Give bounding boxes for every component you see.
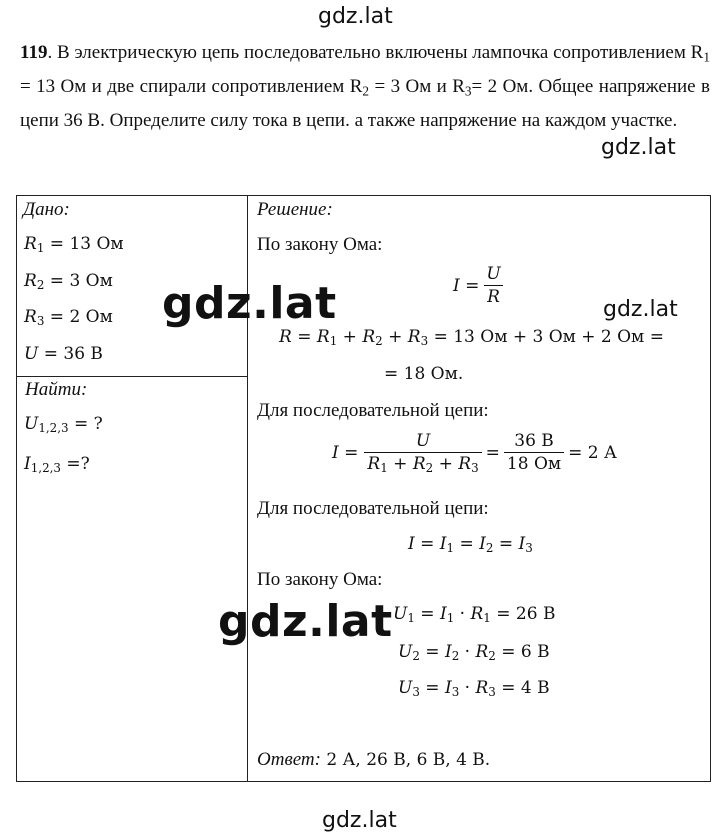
series-label-2: Для последовательной цепи: [257, 498, 489, 519]
resistance-sum: $R = R_1 + R_2 + R_3 = 13$ Ом + 3 Ом + 2 Ом = [279, 327, 664, 348]
given-r3: $R_3 = 2$ Ом [24, 307, 113, 328]
watermark-big-2: gdz.lat [218, 596, 393, 647]
given-u: U = 36 В [24, 344, 103, 364]
current-formula: I = $\frac{U}{R_1 + R_2 + R_3}$ = $\frac{36 В}{18 Ом}$ = 2 А [332, 431, 617, 475]
problem-number: 119 [20, 42, 48, 63]
find-title: Найти: [25, 379, 88, 400]
watermark-bottom: gdz.lat [322, 808, 397, 833]
given-r2: $R_2 = 3$ Ом [24, 271, 113, 292]
ohm-law-label-2: По закону Ома: [257, 569, 383, 590]
voltage-u1: $U_1 = I_1 \cdot R_1 = 26$ В [393, 604, 556, 625]
formula-ohm: I = $\frac{U}{R}$ [453, 264, 504, 307]
resistance-result: = 18 Ом. [384, 364, 464, 384]
find-u: $U_{1,2,3}$ = ? [24, 414, 103, 435]
problem-statement: 119. В электрическую цепь последовательно включены лампочка сопротивлением $R_1 = 13$ Ом и две спирали сопротивлением $R_2 = 3$ Ом и $R_3= 2$ Ом. Общее напряжение в цепи 36 В. Определите силу тока в цепи. а также напряжение на каждом участке. [20, 42, 710, 131]
voltage-u2: $U_2 = I_2 \cdot R_2 = 6$ В [398, 642, 550, 663]
answer: Ответ: 2 А, 26 В, 6 В, 4 В. [257, 749, 491, 770]
given-find-divider [17, 376, 247, 377]
given-title: Дано: [23, 199, 70, 220]
watermark-big-1: gdz.lat [162, 278, 337, 329]
voltage-u3: $U_3 = I_3 \cdot R_3 = 4$ В [398, 678, 550, 699]
watermark-right-2: gdz.lat [603, 297, 678, 322]
watermark-right-1: gdz.lat [601, 135, 676, 160]
series-label-1: Для последовательной цепи: [257, 400, 489, 421]
watermark-top: gdz.lat [318, 4, 393, 29]
find-i: $I_{1,2,3}$ =? [24, 454, 90, 475]
given-r1: $R_1 = 13$ Ом [24, 234, 124, 255]
solution-title: Решение: [257, 199, 333, 220]
current-equality: $I = I_1 = I_2 = I_3$ [408, 534, 533, 555]
solution-table [16, 195, 711, 782]
ohm-law-label-1: По закону Ома: [257, 234, 383, 255]
